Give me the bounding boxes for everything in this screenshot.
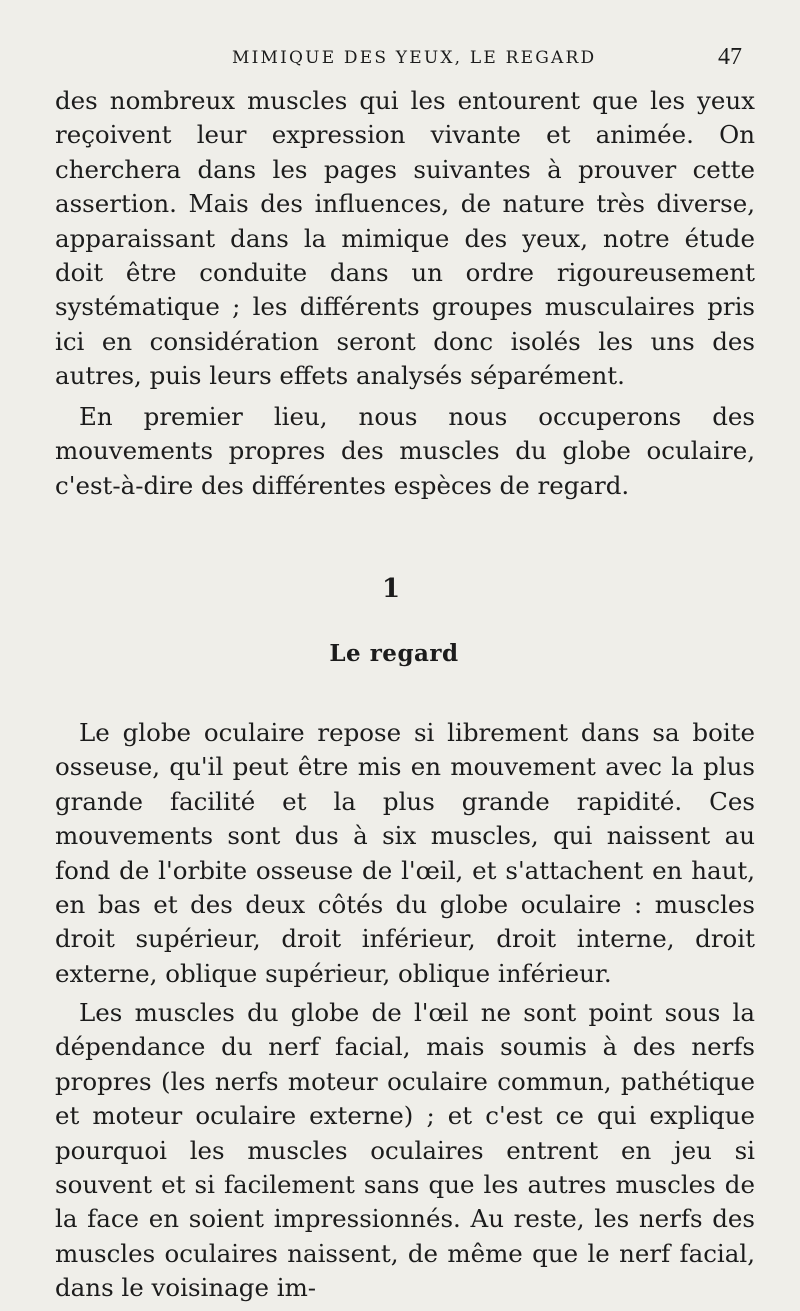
body-text-intro <box>55 400 755 503</box>
paragraph-intro: En premier lieu, nous nous occuperons des mouvements propres des muscles du globe oculaire, c'est-à-dire des différentes espèces de regard. <box>55 402 755 500</box>
paragraph-globe: Le globe oculaire repose si librement dans sa boite osseuse, qu'il peut être mis en mouvement avec la plus grande facilité et la plus grande rapidité. Ces mouvements sont dus à six muscles, qui naissent au fond de l'orbite osseuse de l'œil, et s'attachent en haut, en bas et des deux côtés du globe oculaire : muscles droit supérieur, droit inférieur, droit interne, droit externe, oblique supérieur, oblique inférieur. <box>55 718 755 988</box>
running-header <box>0 44 800 72</box>
paragraph-muscles: Les muscles du globe de l'œil ne sont point sous la dépendance du nerf facial, mais soumis à des nerfs propres (les nerfs moteur oculaire commun, pathétique et moteur oculaire externe) ; et c'est ce qui explique pourquoi les muscles oculaires entrent en jeu si souvent et si facilement sans que les autres muscles de la face en soient impressionnés. Au reste, les nerfs des muscles oculaires naissent, de même que le nerf facial, dans le voisinage im- <box>55 998 755 1303</box>
page-number: 47 <box>718 44 742 70</box>
section-title: Le regard <box>329 640 459 667</box>
running-title: MIMIQUE DES YEUX, LE REGARD <box>232 48 597 68</box>
body-text-top <box>55 84 755 394</box>
section-text-1 <box>55 716 755 991</box>
section-number: 1 <box>381 574 401 604</box>
paragraph-continuation: des nombreux muscles qui les entourent que les yeux reçoivent leur expression vivante et animée. On cherchera dans les pages suivantes à prouver cette assertion. Mais des influences, de nature très diverse, apparaissant dans la mimique des yeux, notre étude doit être conduite dans un ordre rigoureusement systématique ; les différents groupes musculaires pris ici en considération seront donc isolés les uns des autres, puis leurs effets analysés séparément. <box>55 86 755 391</box>
section-text-2 <box>55 996 755 1306</box>
